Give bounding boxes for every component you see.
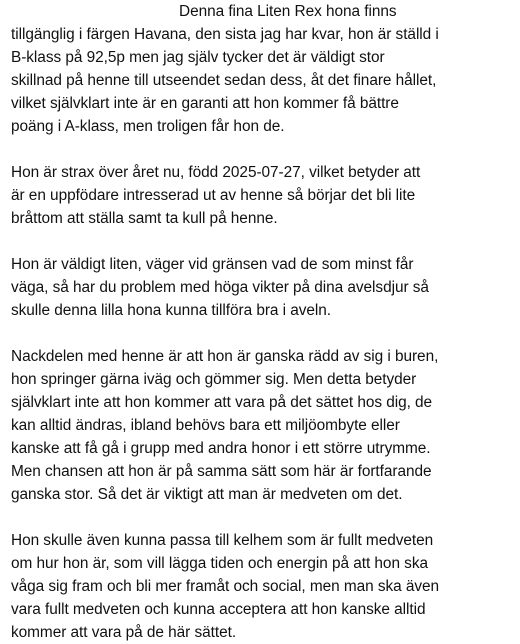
text-line: skillnad på henne till utseendet sedan dess, åt det finare hållet, [11, 72, 437, 89]
paragraph-drawbacks [11, 345, 514, 506]
text-line: vara fullt medveten och kunna acceptera att hon kanske alltid [11, 601, 426, 618]
text-line: bråttom att ställa samt ta kull på henne. [11, 210, 278, 227]
text-line: Hon är strax över året nu, född 2025-07-27, vilket betyder att [11, 164, 421, 181]
text-line: skulle denna lilla hona kunna tillföra bra i aveln. [11, 302, 332, 319]
text-line: kan alltid ändras, ibland behövs bara ett miljöombyte eller [11, 417, 400, 434]
text-line: kanske att få gå i grupp med andra honor i ett större utrymme. [11, 440, 431, 457]
paragraph-spacer [11, 138, 514, 161]
text-line: ganska stor. Så det är viktigt att man är medveten om det. [11, 486, 403, 503]
text-line: om hur hon är, som vill lägga tiden och energin på att hon ska [11, 555, 428, 572]
text-line: Hon är väldigt liten, väger vid gränsen vad de som minst får [11, 256, 414, 273]
paragraph-intro [11, 0, 514, 138]
paragraph-size [11, 253, 514, 322]
text-line: Nackdelen med henne är att hon är ganska rädd av sig i buren, [11, 348, 439, 365]
document-body [11, 0, 514, 644]
text-line: Denna fina Liten Rex hona finns [179, 3, 397, 20]
text-line: poäng i A-klass, men troligen får hon de. [11, 118, 285, 135]
text-line: är en uppfödare intresserad ut av henne så börjar det bli lite [11, 187, 416, 204]
paragraph-pet-home [11, 529, 514, 644]
text-line: kommer att vara på de här sättet. [11, 624, 237, 641]
paragraph-spacer [11, 230, 514, 253]
text-line: B-klass på 92,5p men jag själv tycker det är väldigt stor [11, 49, 385, 66]
text-line: hon springer gärna iväg och gömmer sig. Men detta betyder [11, 371, 417, 388]
text-line: våga sig fram och bli mer framåt och social, men man ska även [11, 578, 440, 595]
text-line: väga, så har du problem med höga vikter på dina avelsdjur så [11, 279, 429, 296]
text-line: självklart inte att hon kommer att vara på det sättet hos dig, de [11, 394, 433, 411]
paragraph-spacer [11, 506, 514, 529]
paragraph-age [11, 161, 514, 230]
text-line: vilket självklart inte är en garanti att hon kommer få bättre [11, 95, 399, 112]
text-line: tillgänglig i färgen Havana, den sista jag har kvar, hon är ställd i [11, 26, 439, 43]
text-line: Men chansen att hon är på samma sätt som här är fortfarande [11, 463, 432, 480]
text-line: Hon skulle även kunna passa till kelhem som är fullt medveten [11, 532, 434, 549]
paragraph-spacer [11, 322, 514, 345]
